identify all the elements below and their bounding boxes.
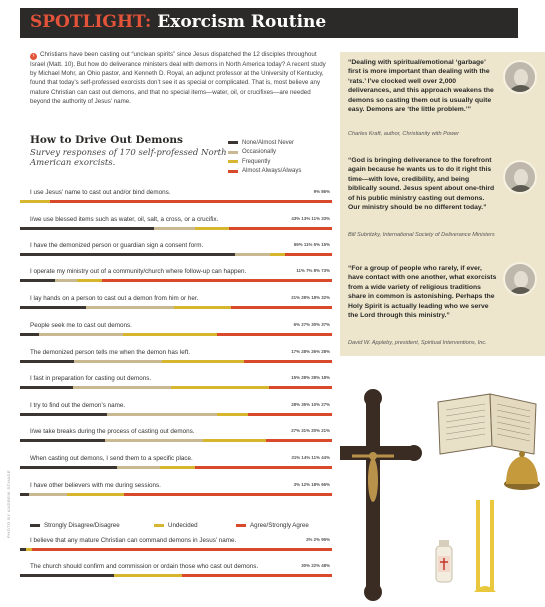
bar-segment	[32, 548, 332, 551]
bar-segment	[244, 360, 332, 363]
bar-segment	[39, 333, 123, 336]
stacked-bar	[20, 253, 332, 256]
bar-segment	[162, 360, 244, 363]
legend-label: Agree/Strongly Agree	[250, 522, 309, 529]
quote-card-1	[340, 52, 545, 150]
legend-label: Frequently	[242, 158, 271, 165]
quote-2-portrait	[503, 160, 537, 194]
bar-segment	[20, 413, 107, 416]
row-percentages: 2% 2% 96%	[306, 537, 330, 542]
row-percentages: 43% 13% 11% 33%	[291, 216, 330, 221]
survey-title: How to Drive Out Demons	[30, 134, 183, 146]
open-book-image	[438, 394, 536, 454]
legend-label: Occasionally	[242, 149, 277, 156]
bar-segment	[50, 200, 332, 203]
row-percentages: 30% 22% 48%	[301, 563, 330, 568]
bar-segment	[160, 466, 194, 469]
page-title	[30, 12, 326, 32]
quote-2-text: “God is bringing deliverance to the forefront again because he wants us to do it right this time—with love, credibility, and being biblically sound. Jesus spent about one-third of his public ministry casting out demons. Our ministry should be no different today.”	[348, 157, 495, 212]
quote-1-portrait	[503, 60, 537, 94]
bar-segment	[203, 439, 266, 442]
bar-segment	[270, 253, 286, 256]
bar-segment	[229, 227, 332, 230]
row-label: People seek me to cast out demons.	[30, 322, 132, 329]
bar-segment	[20, 439, 105, 442]
legend-swatch	[228, 141, 238, 144]
survey-subtitle: Survey responses of 170 self-professed North American exorcists.	[30, 148, 227, 168]
stacked-bar	[20, 279, 332, 282]
bar-segment	[107, 413, 216, 416]
bar-segment	[105, 439, 203, 442]
row-label: I operate my ministry out of a community/church where follow-up can happen.	[30, 268, 247, 275]
legend-swatch	[236, 524, 246, 527]
row-percentages: 31% 14% 11% 44%	[291, 455, 330, 460]
title-prefix: SPOTLIGHT:	[30, 12, 152, 32]
intro-paragraph	[30, 50, 328, 106]
still-life-photo	[340, 380, 545, 607]
bar-segment	[67, 493, 124, 496]
legend-item	[154, 522, 198, 529]
quote-3-attribution: David W. Appleby, president, Spiritual Interventions, Inc.	[348, 340, 487, 346]
stacked-bar	[20, 548, 332, 551]
legend-item	[228, 148, 301, 158]
bar-segment	[195, 466, 332, 469]
bar-segment	[20, 227, 154, 230]
row-label: I/we take breaks during the process of casting out demons.	[30, 428, 195, 435]
row-percentages: 15% 28% 28% 18%	[291, 375, 330, 380]
row-label: When casting out demons, I send them to a specific place.	[30, 455, 193, 462]
row-label: I have other believers with me during sessions.	[30, 482, 161, 489]
candles-image	[474, 500, 496, 592]
row-label: I use Jesus’ name to cast out and/or bind demons.	[30, 189, 171, 196]
row-percentages: 28% 35% 10% 27%	[291, 402, 330, 407]
photo-credit: PHOTO BY ANDREW SCHADE	[6, 470, 11, 538]
bar-segment	[217, 333, 332, 336]
row-label: The church should confirm and commission or ordain those who cast out demons.	[30, 563, 259, 570]
legend-item	[30, 522, 120, 529]
row-percentages: 3% 12% 18% 66%	[293, 482, 330, 487]
stacked-bar	[20, 413, 332, 416]
bar-segment	[174, 306, 231, 309]
row-percentages: 69% 11% 5% 15%	[293, 242, 330, 247]
row-percentages: 27% 31% 20% 21%	[291, 428, 330, 433]
bar-segment	[235, 253, 269, 256]
bar-segment	[20, 574, 114, 577]
bar-segment	[20, 253, 235, 256]
stacked-bar	[20, 360, 332, 363]
quote-card-3	[340, 256, 545, 356]
quote-1-text: “Dealing with spiritual/emotional ‘garbage’ first is more important than dealing with the ‘rats.’ I’ve clocked well over 2,000 deliverances, and this approach weakens the demons so casting them out is usually quite easy. Demons are ‘the little problem.’”	[348, 59, 494, 114]
bar-segment	[74, 360, 162, 363]
bar-segment	[102, 279, 332, 282]
row-percentages: 11% 7% 8% 73%	[296, 268, 330, 273]
bar-segment	[266, 439, 332, 442]
stacked-bar	[20, 306, 332, 309]
bar-segment	[248, 413, 332, 416]
quote-3-portrait	[503, 262, 537, 296]
bar-segment	[20, 279, 55, 282]
stacked-bar	[20, 439, 332, 442]
bar-segment	[55, 279, 77, 282]
bar-segment	[231, 306, 332, 309]
stacked-bar	[20, 466, 332, 469]
quote-card-2	[340, 150, 545, 256]
legend-label: Undecided	[168, 522, 198, 529]
quote-3-text: “For a group of people who rarely, if ever, have contact with one another, what exorcists from a wide variety of religious traditions share in common is astonishing. Perhaps the Holy Spirit is actually leading who we serve the Lord through this ministry.”	[348, 265, 497, 320]
holy-water-bottle-image	[436, 540, 452, 582]
legend-swatch	[228, 151, 238, 154]
bar-segment	[124, 493, 332, 496]
row-percentages: 6% 27% 30% 37%	[293, 322, 330, 327]
stacked-bar	[20, 333, 332, 336]
bar-segment	[77, 279, 102, 282]
bar-segment	[114, 574, 183, 577]
arrow-bullet-icon: ›	[30, 53, 37, 60]
stacked-bar	[20, 227, 332, 230]
legend-item	[228, 157, 301, 167]
agreement-legend	[30, 522, 330, 532]
legend-swatch	[30, 524, 40, 527]
title-text: Exorcism Routine	[151, 12, 327, 32]
header-bar	[20, 8, 518, 38]
quote-1-attribution: Charles Kraft, author, Christianity with Power	[348, 131, 459, 137]
bar-segment	[73, 386, 171, 389]
legend-swatch	[228, 170, 238, 173]
bar-segment	[171, 386, 269, 389]
legend-label: Almost Always/Always	[242, 168, 302, 175]
bar-segment	[123, 333, 217, 336]
bar-segment	[20, 200, 50, 203]
row-label: I have the demonized person or guardian sign a consent form.	[30, 242, 204, 249]
legend-swatch	[154, 524, 164, 527]
row-label: I lay hands on a person to cast out a demon from him or her.	[30, 295, 199, 302]
bar-segment	[182, 574, 332, 577]
bar-segment	[217, 413, 248, 416]
crucifix-image	[340, 389, 422, 601]
legend-label: Strongly Disagree/Disagree	[44, 522, 120, 529]
row-label: I believe that any mature Christian can command demons in Jesus’ name.	[30, 537, 237, 544]
bar-segment	[20, 466, 117, 469]
row-label: I try to find out the demon’s name.	[30, 402, 126, 409]
bar-segment	[195, 227, 229, 230]
bar-segment	[20, 333, 39, 336]
legend-swatch	[228, 160, 238, 163]
row-label: The demonized person tells me when the demon has left.	[30, 349, 190, 356]
stacked-bar	[20, 200, 332, 203]
row-label: I fast in preparation for casting out demons.	[30, 375, 152, 382]
stacked-bar	[20, 493, 332, 496]
stacked-bar	[20, 574, 332, 577]
brass-bell-image	[504, 451, 540, 490]
bar-segment	[285, 253, 332, 256]
bar-segment	[20, 386, 73, 389]
row-label: I/we use blessed items such as water, oil, salt, a cross, or a crucifix.	[30, 216, 219, 223]
bar-segment	[86, 306, 174, 309]
legend-item	[228, 138, 301, 148]
row-percentages: 9% 86%	[313, 189, 330, 194]
row-percentages: 21% 28% 18% 32%	[291, 295, 330, 300]
bar-segment	[20, 306, 86, 309]
bar-segment	[117, 466, 161, 469]
legend-label: None/Almost Never	[242, 139, 295, 146]
quote-2-attribution: Bill Subritzky, International Society of Deliverance Ministers	[348, 232, 495, 238]
row-percentages: 17% 28% 26% 28%	[291, 349, 330, 354]
bar-segment	[269, 386, 332, 389]
legend-item	[228, 167, 301, 177]
bar-segment	[20, 360, 74, 363]
bar-segment	[29, 493, 67, 496]
bar-segment	[20, 493, 29, 496]
frequency-legend	[228, 138, 301, 176]
bar-segment	[154, 227, 195, 230]
legend-item	[236, 522, 309, 529]
intro-text: Christians have been casting out “unclean spirits” since Jesus dispatched the 12 disciples throughout Israel (Matt. 10). But how do deliverance ministers deal with demons in North America today? A recent study by Michael Mohr, an Ohio pastor, and Kenneth D. Royal, an adjunct professor at the University of Kentucky, found that today’s self-professed exorcists don’t see it as special or complicated. That is, most believe any mature Christian can cast out demons, and that no special items—water, oil, or crucifixes—are needed beyond the authority of Jesus’ name.	[30, 51, 326, 105]
stacked-bar	[20, 386, 332, 389]
